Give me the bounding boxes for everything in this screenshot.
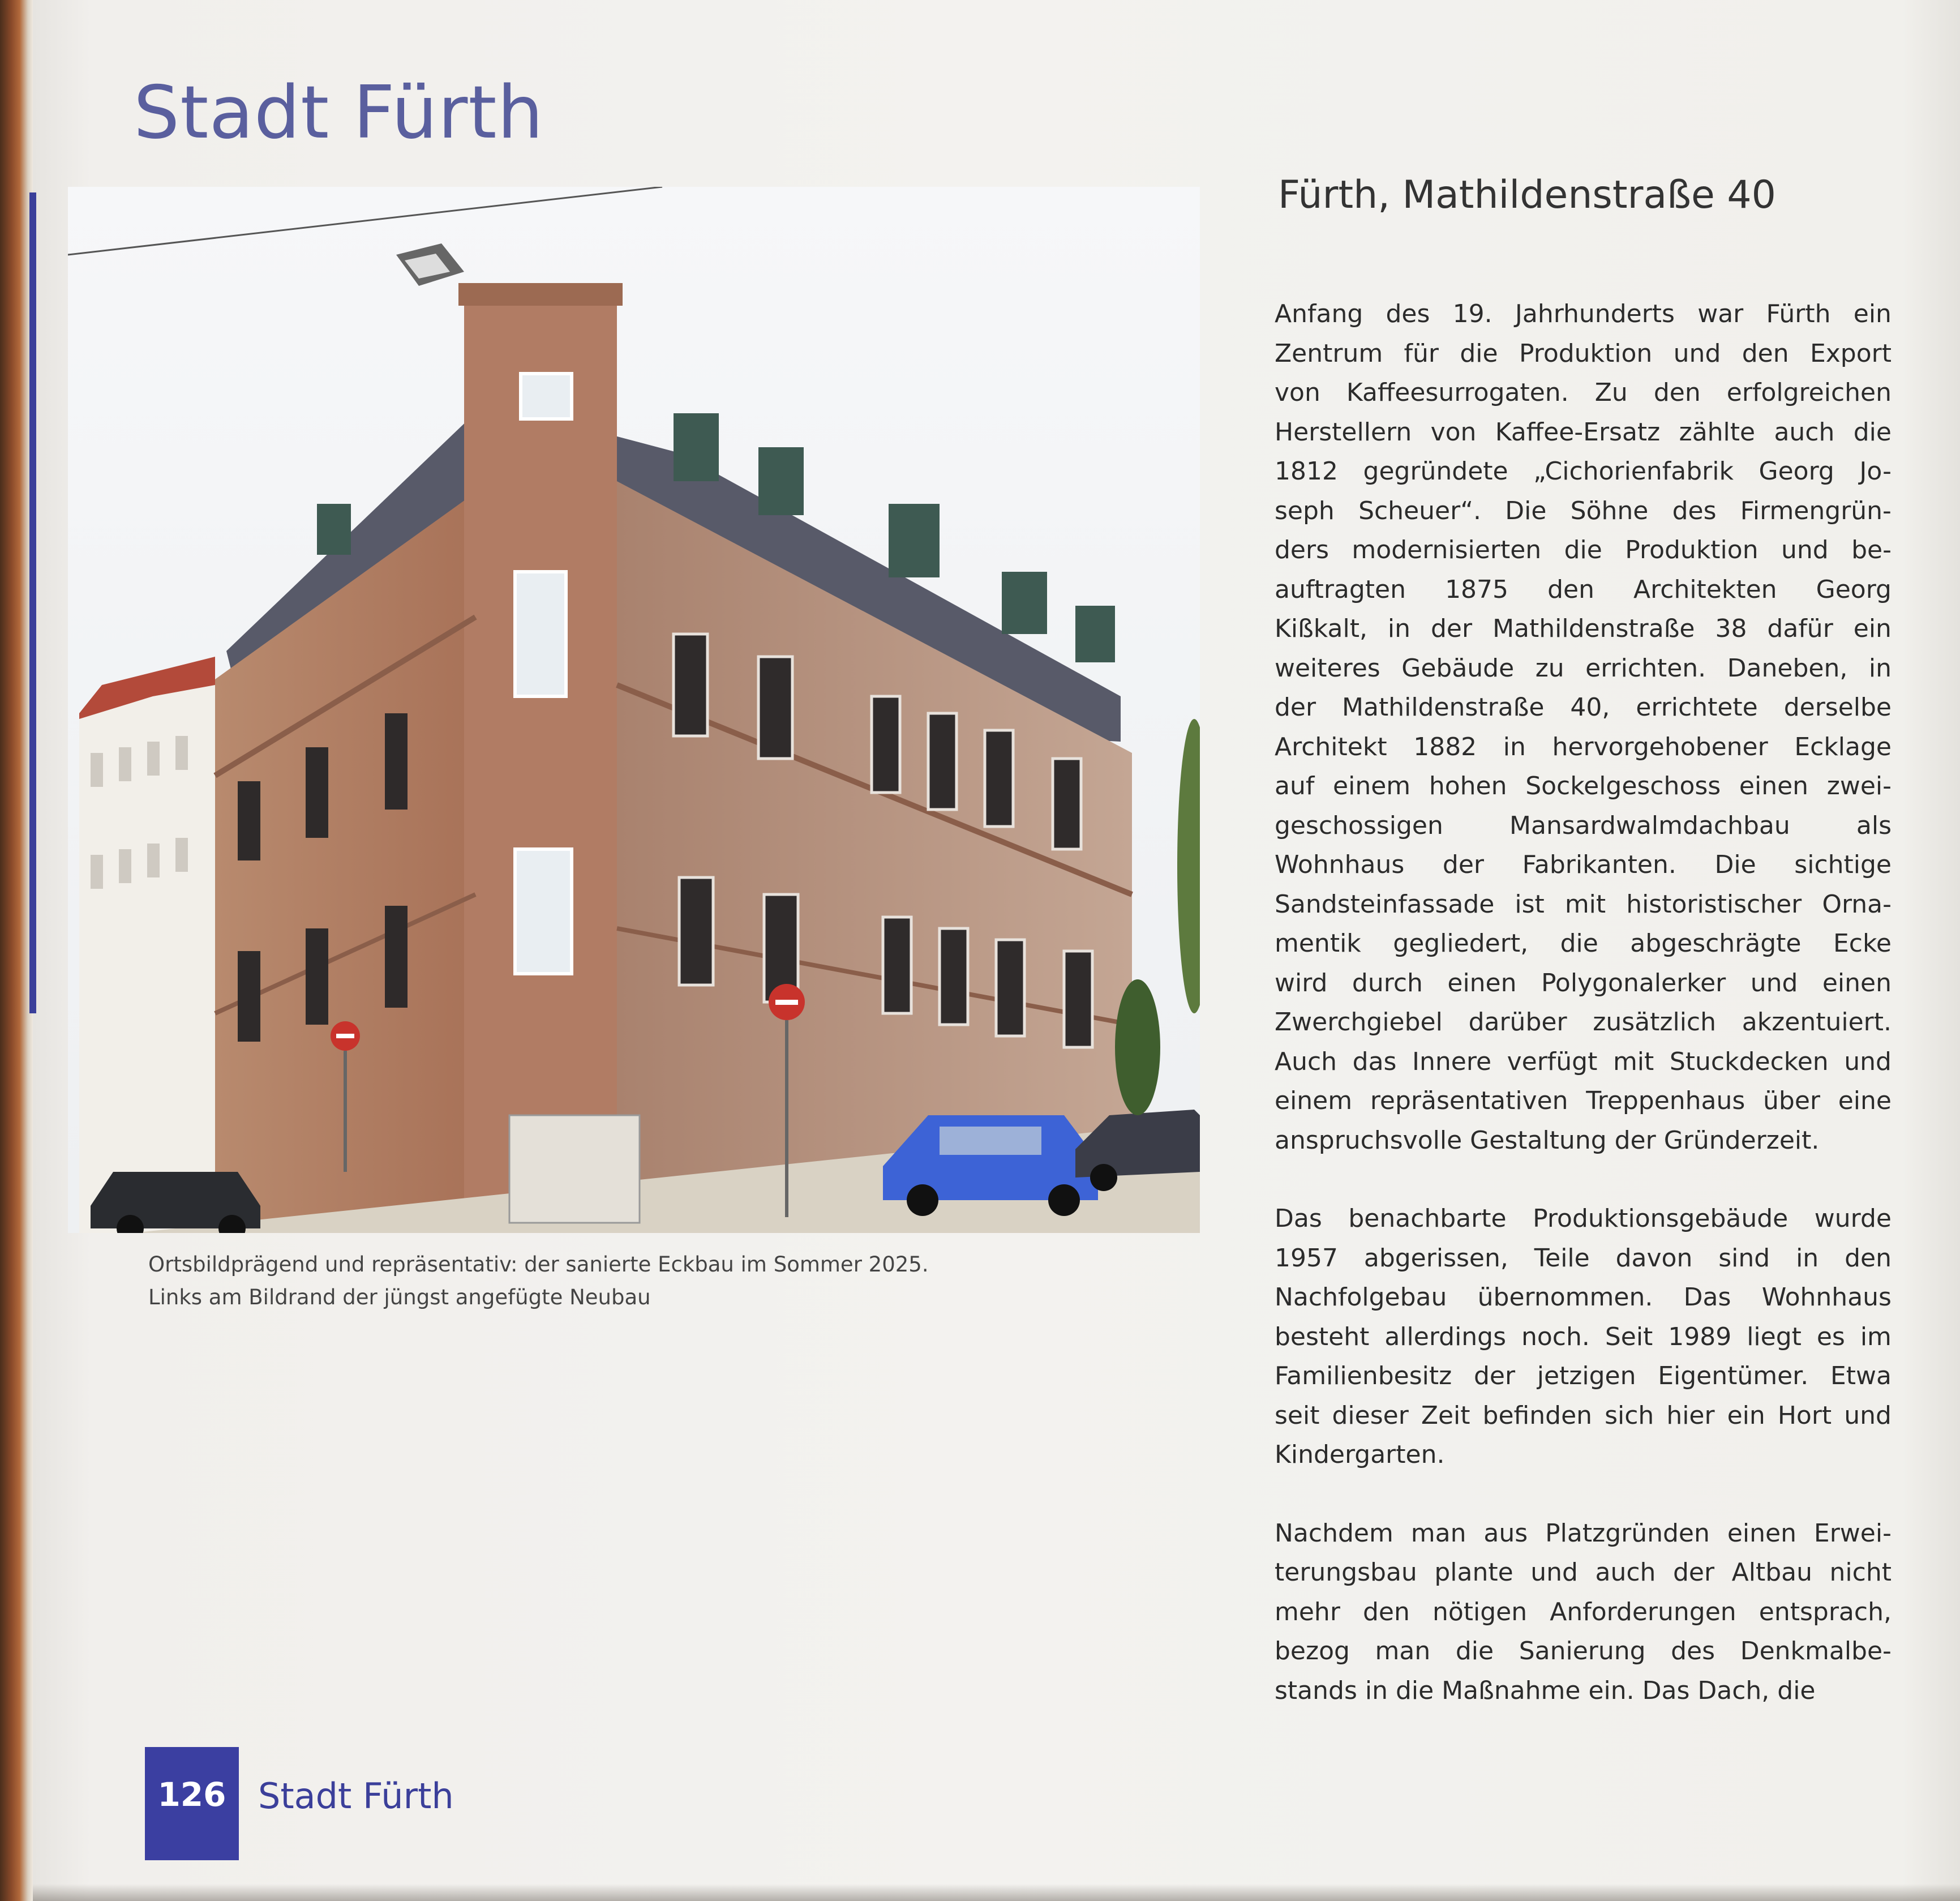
body-line: mentik gegliedert, die abgeschrägte Ecke — [1275, 929, 1892, 958]
body-line: anspruchsvolle Gestaltung der Gründerzeit. — [1275, 1125, 1820, 1155]
body-line: der Mathildenstraße 40, errichtete derselbe — [1275, 693, 1892, 722]
body-line: auftragten 1875 den Architekten Georg — [1275, 575, 1892, 604]
body-line: wird durch einen Polygonalerker und einen — [1275, 968, 1892, 997]
body-line: Zwerchgiebel darüber zusätzlich akzentuiert. — [1275, 1008, 1892, 1037]
caption-line: Ortsbildprägend und repräsentativ: der sanierte Eckbau im Sommer 2025. — [148, 1252, 929, 1277]
building-photo — [68, 187, 1200, 1233]
caption-line: Links am Bildrand der jüngst angefügte Neubau — [148, 1285, 651, 1309]
body-paragraph — [1275, 1514, 1892, 1711]
body-line: 1812 gegründete „Cichorienfabrik Georg Jo- — [1275, 457, 1892, 486]
page-shadow — [33, 1884, 1960, 1901]
body-line: Kindergarten. — [1275, 1440, 1445, 1469]
book-edge — [0, 0, 33, 1901]
body-line: Familienbesitz der jetzigen Eigentümer. Etwa — [1275, 1361, 1892, 1390]
article-body — [1275, 294, 1892, 1749]
body-line: ders modernisierten die Produktion und be- — [1275, 536, 1892, 564]
body-line: auf einem hohen Sockelgeschoss einen zwei- — [1275, 772, 1892, 800]
running-head: Stadt Fürth — [258, 1775, 454, 1817]
article-title: Fürth, Mathildenstraße 40 — [1278, 173, 1776, 217]
body-line: besteht allerdings noch. Seit 1989 liegt es im — [1275, 1322, 1892, 1351]
body-paragraph — [1275, 1199, 1892, 1475]
body-line: stands in die Maßnahme ein. Das Dach, die — [1275, 1676, 1816, 1705]
body-line: seph Scheuer“. Die Söhne des Firmengrün- — [1275, 496, 1892, 525]
body-line: Wohnhaus der Fabrikanten. Die sichtige — [1275, 850, 1892, 879]
body-line: weiteres Gebäude zu errichten. Daneben, in — [1275, 653, 1892, 683]
body-line: seit dieser Zeit befinden sich hier ein Hort und — [1275, 1401, 1892, 1430]
page-number: 126 — [157, 1775, 226, 1814]
section-title: Stadt Fürth — [134, 71, 544, 155]
body-line: Das benachbarte Produktionsgebäude wurde — [1275, 1204, 1892, 1233]
body-line: Auch das Innere verfügt mit Stuckdecken und — [1275, 1047, 1892, 1076]
body-line: Nachdem man aus Platzgründen einen Erwei- — [1275, 1518, 1892, 1548]
body-line: mehr den nötigen Anforderungen entsprach, — [1275, 1597, 1892, 1626]
body-line: bezog man die Sanierung des Denkmalbe- — [1275, 1637, 1892, 1665]
body-line: Nachfolgebau übernommen. Das Wohnhaus — [1275, 1283, 1892, 1312]
body-line: Herstellern von Kaffee-Ersatz zählte auch die — [1275, 417, 1892, 447]
body-line: von Kaffeesurrogaten. Zu den erfolgreichen — [1275, 378, 1892, 407]
body-line: Sandsteinfassade ist mit historistischer Orna- — [1275, 889, 1892, 919]
body-paragraph — [1275, 294, 1892, 1160]
body-line: Architekt 1882 in hervorgehobener Ecklage — [1275, 732, 1892, 761]
building-photo-illustration — [68, 187, 1200, 1233]
body-line: Kißkalt, in der Mathildenstraße 38 dafür ein — [1275, 614, 1892, 643]
body-line: Zentrum für die Produktion und den Export — [1275, 339, 1892, 368]
photo-caption — [148, 1248, 1190, 1314]
body-line: Anfang des 19. Jahrhunderts war Fürth ein — [1275, 299, 1892, 328]
body-line: geschossigen Mansardwalmdachbau als — [1275, 811, 1892, 840]
body-line: terungsbau plante und auch der Altbau nicht — [1275, 1558, 1892, 1587]
body-line: einem repräsentativen Treppenhaus über eine — [1275, 1086, 1892, 1115]
accent-bar — [29, 192, 36, 1013]
body-line: 1957 abgerissen, Teile davon sind in den — [1275, 1243, 1892, 1273]
